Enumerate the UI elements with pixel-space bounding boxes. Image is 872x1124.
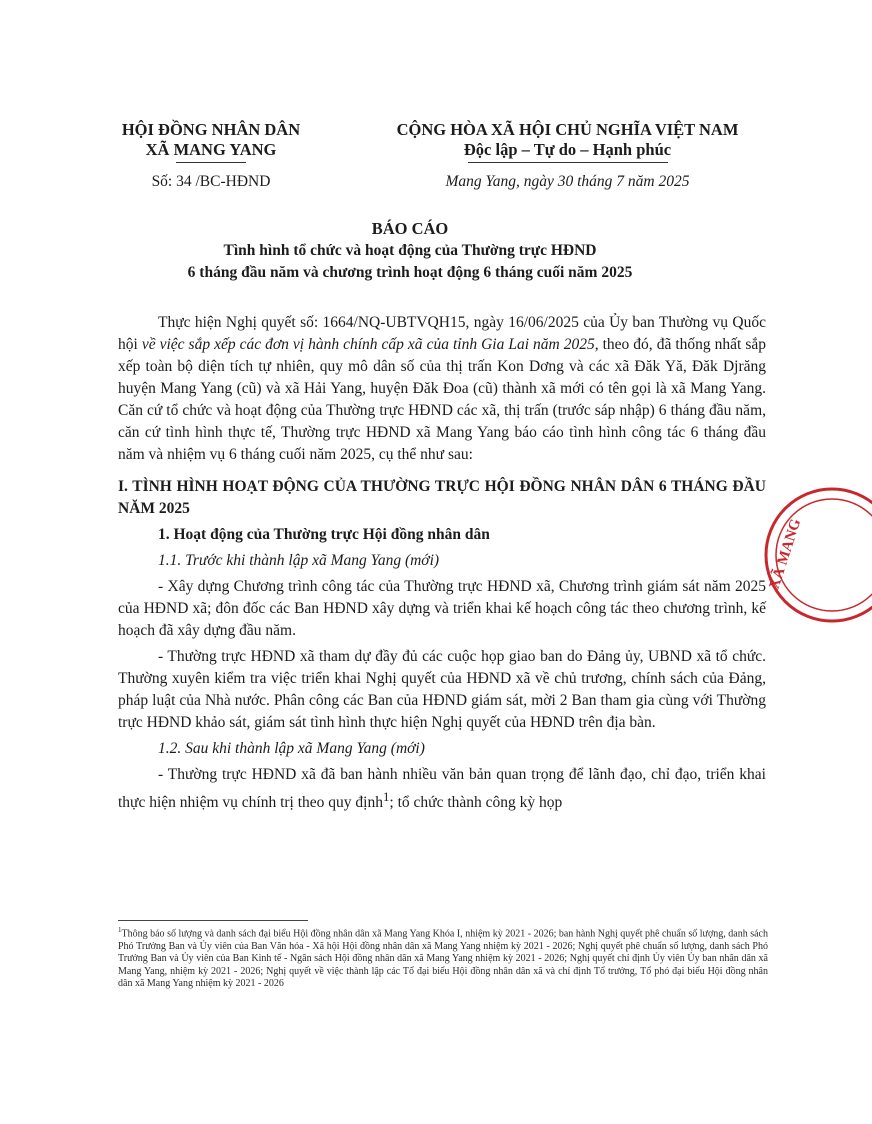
paragraph-3: [118, 764, 766, 814]
document-number: Số: 34 /BC-HĐND: [151, 173, 271, 190]
footnote-separator: [118, 920, 308, 921]
paragraph-3-tail: ; tổ chức thành công kỳ họp: [389, 794, 563, 812]
paragraph-2: - Thường trực HĐND xã tham dự đầy đủ các cuộc họp giao ban do Đảng ủy, UBND xã tổ chức. Thường xuyên kiểm tra việc triển khai Nghị quyết của HĐND xã về chủ trương, chính sách của Đảng, pháp luật của Nhà nước. Phân công các Ban của HĐND giám sát, mời 2 Ban tham gia cùng với Thường trực HĐND khảo sát, giám sát tình hình thực hiện Nghị quyết của HĐND trên địa bàn.: [118, 648, 766, 731]
footnote-text: Thông báo số lượng và danh sách đại biểu Hội đồng nhân dân xã Mang Yang Khóa I, nhiệm kỳ 2021 - 2026; ban hành Nghị quyết phê chuẩn số lượng, danh sách Phó Trưởng Ban và Ủy viên của Ban Văn hóa - Xã hội Hội đồng nhân dân xã Mang Yang nhiệm kỳ 2021 - 2026; Nghị quyết phê chuẩn số lượng, danh sách Phó Trưởng Ban và Ủy viên của Ban Kinh tế - Ngân sách Hội đồng nhân dân xã Mang Yang nhiệm kỳ 2021 - 2026; Nghị quyết chỉ định Ủy viên Ủy ban nhân dân xã Mang Yang, nhiệm kỳ 2021 - 2026; Nghị quyết về việc thành lập các Tổ đại biểu Hội đồng nhân dân xã và chỉ định Tổ trưởng, Tổ phó đại biểu Hội đồng nhân dân xã Mang Yang nhiệm kỳ 2021 - 2026: [118, 928, 768, 990]
report-type: BÁO CÁO: [371, 219, 449, 238]
issuer-line1: HỘI ĐỒNG NHÂN DÂN: [121, 120, 301, 139]
country-name: CỘNG HÒA XÃ HỘI CHỦ NGHĨA VIỆT NAM: [396, 120, 739, 139]
report-title: [110, 218, 710, 284]
motto-underline: [468, 162, 668, 163]
subsection-heading-1: 1. Hoạt động của Thường trực Hội đồng nhân dân: [158, 526, 490, 543]
svg-text:XÃ MANG: XÃ MANG: [766, 516, 805, 592]
issuer-underline: [176, 162, 246, 163]
paragraph-3-text: - Thường trực HĐND xã đã ban hành nhiều văn bản quan trọng để lãnh đạo, chỉ đạo, triển khai thực hiện nhiệm vụ chính trị theo quy định: [118, 766, 766, 812]
report-body: [118, 312, 766, 814]
document-date: Mang Yang, ngày 30 tháng 7 năm 2025: [445, 173, 690, 190]
intro-text-2: , theo đó, đã thống nhất sắp xếp toàn bộ diện tích tự nhiên, quy mô dân số của thị trấn Kon Dơng và các xã Đăk Yă, Đăk Djrăng huyện Mang Yang (cũ) và xã Hải Yang, huyện Đăk Đoa (cũ) thành xã mới có tên gọi là xã Mang Yang. Căn cứ tổ chức và hoạt động của Thường trực HĐND các xã, thị trấn (trước sáp nhập) 6 tháng đầu năm, căn cứ tình hình thực tế, Thường trực HĐND xã Mang Yang báo cáo tình hình công tác 6 tháng đầu năm và nhiệm vụ 6 tháng cuối năm 2025, cụ thể như sau:: [118, 336, 766, 463]
issuer-line2: XÃ MANG YANG: [145, 140, 277, 159]
national-header: [345, 120, 790, 192]
official-seal-stamp: [752, 480, 872, 630]
issuer-header: [96, 120, 326, 192]
footnote-mark: 1: [118, 926, 122, 934]
footnote: [118, 924, 768, 991]
intro-text-italic: về việc sắp xếp các đơn vị hành chính cấp xã của tỉnh Gia Lai năm 2025: [141, 336, 595, 353]
paragraph-1: - Xây dựng Chương trình công tác của Thường trực HĐND xã, Chương trình giám sát năm 2025 của HĐND xã; đôn đốc các Ban HĐND xây dựng và triển khai kế hoạch công tác theo chương trình, kế hoạch đã xây dựng đầu năm.: [118, 578, 766, 639]
subsection-heading-1-2: 1.2. Sau khi thành lập xã Mang Yang (mới): [158, 740, 425, 757]
title-line2: 6 tháng đầu năm và chương trình hoạt động 6 tháng cuối năm 2025: [187, 264, 633, 281]
footnote-ref[interactable]: 1: [382, 789, 390, 804]
section-heading-1: I. TÌNH HÌNH HOẠT ĐỘNG CỦA THƯỜNG TRỰC HỘI ĐỒNG NHÂN DÂN 6 THÁNG ĐẦU NĂM 2025: [118, 478, 766, 517]
subsection-heading-1-1: 1.1. Trước khi thành lập xã Mang Yang (mới): [158, 552, 440, 569]
intro-paragraph: [118, 312, 766, 466]
intro-text-1: Thực hiện Nghị quyết số: 1664/NQ-UBTVQH15, ngày 16/06/2025 của Ủy ban Thường vụ Quốc hội: [118, 314, 766, 353]
national-motto: Độc lập – Tự do – Hạnh phúc: [463, 140, 672, 159]
title-line1: Tình hình tổ chức và hoạt động của Thường trực HĐND: [223, 242, 597, 259]
